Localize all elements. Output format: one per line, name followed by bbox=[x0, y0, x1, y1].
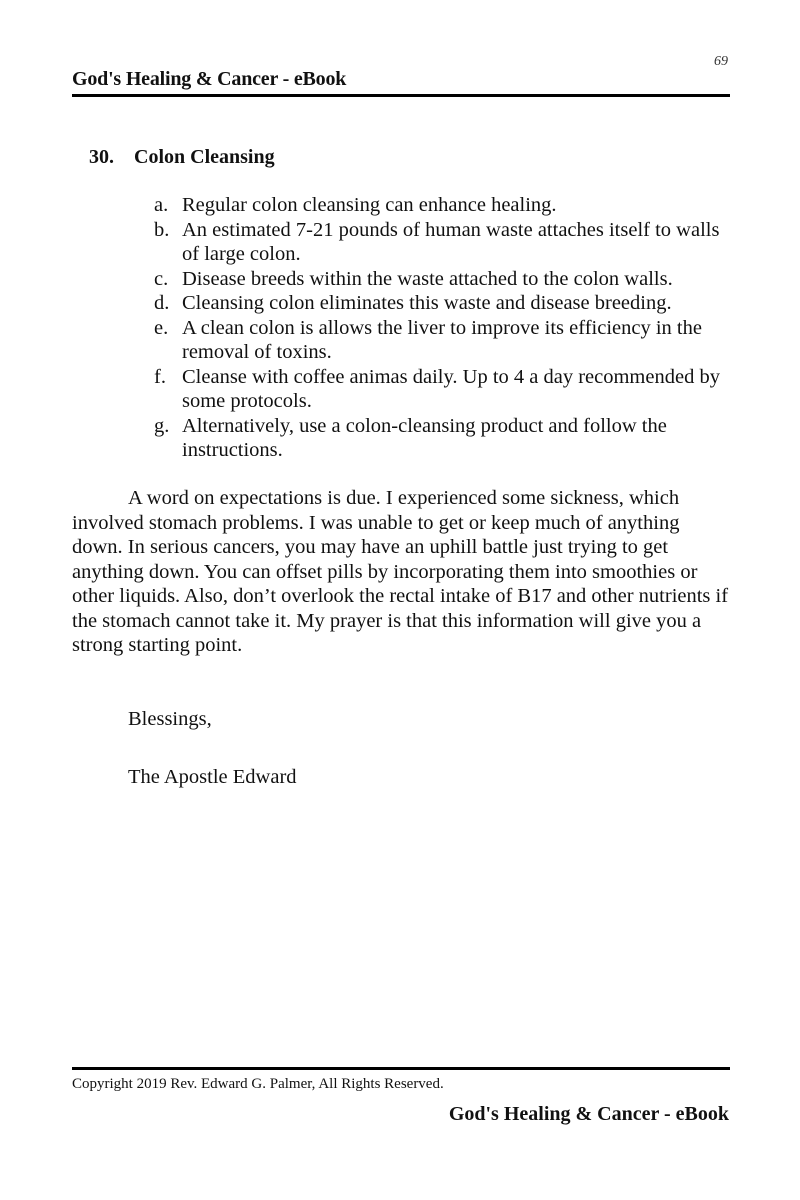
header-title: God's Healing & Cancer - eBook bbox=[72, 68, 347, 90]
footer-divider bbox=[72, 1067, 730, 1070]
section-title: Colon Cleansing bbox=[134, 146, 275, 168]
body-paragraph: A word on expectations is due. I experienced some sickness, which involved stomach problems. I was unable to get or keep much of anything down. In serious cancers, you may have an uphill battle just trying to get anything down. You can offset pills by incorporating them into smoothies or other liquids. Also, don’t overlook the rectal intake of B17 and other nutrients if the stomach cannot take it. My prayer is that this information will give you a strong starting point. bbox=[72, 487, 729, 656]
list-item-text: Cleanse with coffee animas daily. Up to 4 a day recommended by some protocols. bbox=[182, 365, 720, 412]
list-item-text: A clean colon is allows the liver to improve its efficiency in the removal of toxins. bbox=[182, 316, 702, 363]
list-marker: f. bbox=[154, 365, 166, 388]
list-item-text: Alternatively, use a colon-cleansing product and follow the instructions. bbox=[182, 414, 667, 461]
list-item-text: An estimated 7-21 pounds of human waste attaches itself to walls of large colon. bbox=[182, 218, 720, 265]
list-marker: d. bbox=[154, 292, 170, 314]
page-number: 69 bbox=[714, 54, 728, 69]
section-heading bbox=[89, 146, 275, 169]
list-item-text: Cleansing colon eliminates this waste and disease breeding. bbox=[182, 292, 672, 314]
list-item bbox=[154, 218, 734, 267]
list-item-text: Disease breeds within the waste attached to the colon walls. bbox=[182, 267, 673, 290]
list-marker: a. bbox=[154, 194, 169, 216]
signature: The Apostle Edward bbox=[128, 766, 297, 788]
list-item bbox=[154, 316, 734, 365]
list-item-text: Regular colon cleansing can enhance healing. bbox=[182, 194, 557, 216]
list-marker: b. bbox=[154, 218, 170, 241]
list-item bbox=[154, 267, 734, 292]
closing-salutation: Blessings, bbox=[128, 708, 212, 730]
copyright-notice: Copyright 2019 Rev. Edward G. Palmer, All Rights Reserved. bbox=[72, 1076, 444, 1092]
section-number: 30. bbox=[89, 146, 114, 168]
list-item bbox=[154, 291, 734, 316]
list-item bbox=[154, 193, 734, 218]
list-marker: c. bbox=[154, 267, 169, 290]
footer-title: God's Healing & Cancer - eBook bbox=[448, 1103, 729, 1125]
list-item bbox=[154, 365, 734, 414]
section-list bbox=[154, 193, 734, 463]
list-marker: g. bbox=[154, 414, 170, 437]
list-item bbox=[154, 414, 734, 463]
header-divider bbox=[72, 94, 730, 97]
list-marker: e. bbox=[154, 316, 169, 339]
